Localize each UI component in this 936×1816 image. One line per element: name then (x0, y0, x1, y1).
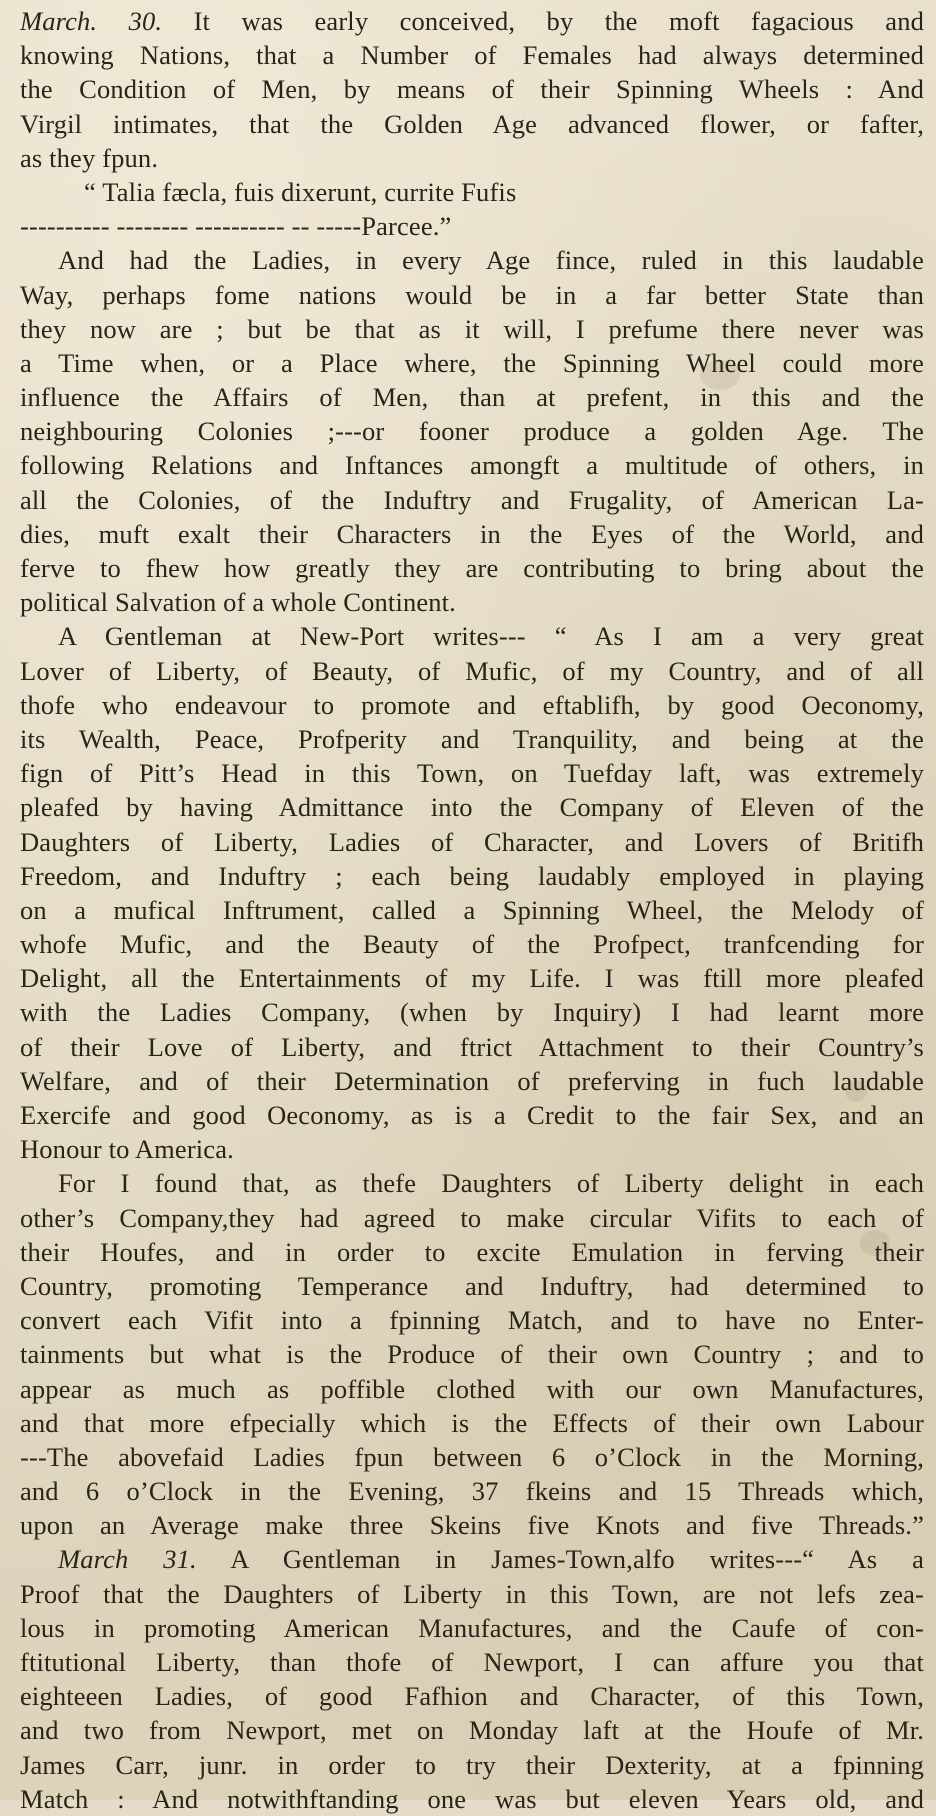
text-line (20, 756, 924, 790)
text-line (20, 722, 924, 756)
line-text: dies, muft exalt their Characters in the Eyes of the World, and (20, 518, 924, 549)
text-line (20, 927, 924, 961)
text-line (20, 1679, 924, 1713)
line-text: political Salvation of a whole Continent. (20, 587, 456, 618)
text-line (20, 1166, 924, 1200)
text-line (20, 209, 924, 243)
line-text: James Carr, junr. in order to try their Dexterity, at a fpinning (20, 1749, 924, 1780)
text-line (20, 414, 924, 448)
line-text: Daughters of Liberty, Ladies of Character, and Lovers of Britifh (20, 826, 924, 857)
text-line (20, 961, 924, 995)
text-line (20, 1577, 924, 1611)
line-text: A Gentleman in James-Town,alfo writes---“ As a (196, 1544, 924, 1575)
line-text: A Gentleman at New-Port writes--- “ As I am a very great (58, 621, 924, 652)
text-line (20, 1508, 924, 1542)
line-text: all the Colonies, of the Induftry and Frugality, of American La- (20, 484, 924, 515)
line-text: ---------- -------- ---------- -- -----Parcee.” (20, 211, 452, 242)
line-text: the Condition of Men, by means of their Spinning Wheels : And (20, 74, 924, 105)
line-text: thofe who endeavour to promote and eftablifh, by good Oeconomy, (20, 689, 924, 720)
text-line (20, 448, 924, 482)
line-text: following Relations and Inftances amongft a multitude of others, in (20, 450, 924, 481)
text-line (20, 1748, 924, 1782)
line-text: of their Love of Liberty, and ftrict Attachment to their Country’s (20, 1031, 924, 1062)
line-text: Honour to America. (20, 1134, 234, 1165)
dateline: March. 30. (20, 6, 163, 36)
text-line (20, 1269, 924, 1303)
text-line (20, 107, 924, 141)
text-line (20, 1406, 924, 1440)
text-line (20, 517, 924, 551)
text-line (20, 1440, 924, 1474)
text-line (20, 380, 924, 414)
text-line (20, 141, 924, 175)
text-line (20, 4, 924, 38)
text-line (20, 1372, 924, 1406)
line-text: knowing Nations, that a Number of Females had always determined (20, 40, 924, 71)
line-text: Delight, all the Entertainments of my Life. I was ftill more pleafed (20, 963, 924, 994)
text-line (20, 619, 924, 653)
line-text: Country, promoting Temperance and Induftry, had determined to (20, 1270, 924, 1301)
text-line (20, 1098, 924, 1132)
line-text: convert each Vifit into a fpinning Match, and to have no Enter- (20, 1305, 924, 1336)
line-text: their Houfes, and in order to excite Emulation in ferving their (20, 1236, 924, 1267)
line-text: neighbouring Colonies ;---or fooner produce a golden Age. The (20, 416, 924, 447)
text-line (20, 893, 924, 927)
line-text: its Wealth, Peace, Profperity and Tranquility, and being at the (20, 723, 924, 754)
line-text: and that more efpecially which is the Effects of their own Labour (20, 1407, 924, 1438)
line-text: influence the Affairs of Men, than at prefent, in this and the (20, 382, 924, 413)
text-line (20, 72, 924, 106)
line-text: Match : And notwithftanding one was but eleven Years old, and (20, 1783, 924, 1814)
line-text: ferve to fhew how greatly they are contributing to bring about the (20, 553, 924, 583)
line-text: Welfare, and of their Determination of preferving in fuch laudable (20, 1065, 924, 1096)
line-text: For I found that, as thefe Daughters of Liberty delight in each (58, 1168, 924, 1199)
line-text: lous in promoting American Manufactures, and the Caufe of con- (20, 1612, 924, 1643)
text-line (20, 1303, 924, 1337)
dateline: March 31. (58, 1544, 197, 1575)
line-text: and two from Newport, met on Monday laft at the Houfe of Mr. (20, 1715, 924, 1746)
line-text: other’s Company,they had agreed to make circular Vifits to each of (20, 1202, 924, 1233)
line-text: Exercife and good Oeconomy, as is a Credit to the fair Sex, and an (20, 1100, 924, 1130)
text-line (20, 1235, 924, 1269)
article-column (20, 4, 924, 1816)
line-text: pleafed by having Admittance into the Company of Eleven of the (20, 792, 924, 823)
text-line (20, 585, 924, 619)
line-text: ---The abovefaid Ladies fpun between 6 o’Clock in the Morning, (20, 1441, 924, 1472)
line-text: “ Talia fæcla, fuis dixerunt, currite Fufis (84, 176, 517, 207)
text-line (20, 995, 924, 1029)
text-line (20, 1611, 924, 1645)
text-line (20, 825, 924, 859)
text-line (20, 1337, 924, 1371)
line-text: Freedom, and Induftry ; each being laudably employed in playing (20, 860, 924, 891)
line-text: And had the Ladies, in every Age fince, ruled in this laudable (58, 245, 924, 276)
line-text: whofe Mufic, and the Beauty of the Profpect, tranfcending for (20, 929, 924, 960)
text-line (20, 346, 924, 380)
text-line (20, 483, 924, 517)
text-line (20, 278, 924, 312)
line-text: Lover of Liberty, of Beauty, of Mufic, of my Country, and of all (20, 655, 924, 686)
text-line (20, 1064, 924, 1098)
line-text: with the Ladies Company, (when by Inquiry) I had learnt more (20, 997, 924, 1028)
line-text: and 6 o’Clock in the Evening, 37 fkeins and 15 Threads which, (20, 1476, 924, 1507)
line-text: tainments but what is the Produce of their own Country ; and to (20, 1339, 924, 1370)
line-text: eighteeen Ladies, of good Fafhion and Character, of this Town, (20, 1681, 924, 1712)
line-text: a Time when, or a Place where, the Spinning Wheel could more (20, 347, 924, 378)
text-line (20, 1645, 924, 1679)
text-line (20, 1201, 924, 1235)
text-line (20, 175, 924, 209)
text-line (20, 312, 924, 346)
text-line (20, 790, 924, 824)
line-text: Virgil intimates, that the Golden Age advanced flower, or fafter, (20, 108, 924, 139)
text-line (20, 859, 924, 893)
line-text: they now are ; but be that as it will, I prefume there never was (20, 313, 924, 344)
text-line (20, 1132, 924, 1166)
text-line (20, 1713, 924, 1747)
line-text: ftitutional Liberty, than thofe of Newport, I can affure you that (20, 1647, 924, 1677)
text-line (20, 688, 924, 722)
text-line (20, 654, 924, 688)
line-text: as they fpun. (20, 142, 159, 173)
line-text: upon an Average make three Skeins five Knots and five Threads.” (20, 1510, 924, 1541)
text-line (20, 243, 924, 277)
text-line (20, 38, 924, 72)
line-text: on a mufical Inftrument, called a Spinning Wheel, the Melody of (20, 894, 924, 925)
line-text: Proof that the Daughters of Liberty in this Town, are not lefs zea- (20, 1578, 924, 1609)
text-line (20, 551, 924, 585)
line-text: appear as much as poffible clothed with our own Manufactures, (20, 1373, 924, 1404)
text-line (20, 1030, 924, 1064)
line-text: It was early conceived, by the moft fagacious and (162, 6, 924, 36)
text-line (20, 1542, 924, 1576)
text-line (20, 1474, 924, 1508)
line-text: Way, perhaps fome nations would be in a far better State than (20, 279, 924, 310)
line-text: fign of Pitt’s Head in this Town, on Tuefday laft, was extremely (20, 758, 924, 789)
text-line (20, 1782, 924, 1816)
